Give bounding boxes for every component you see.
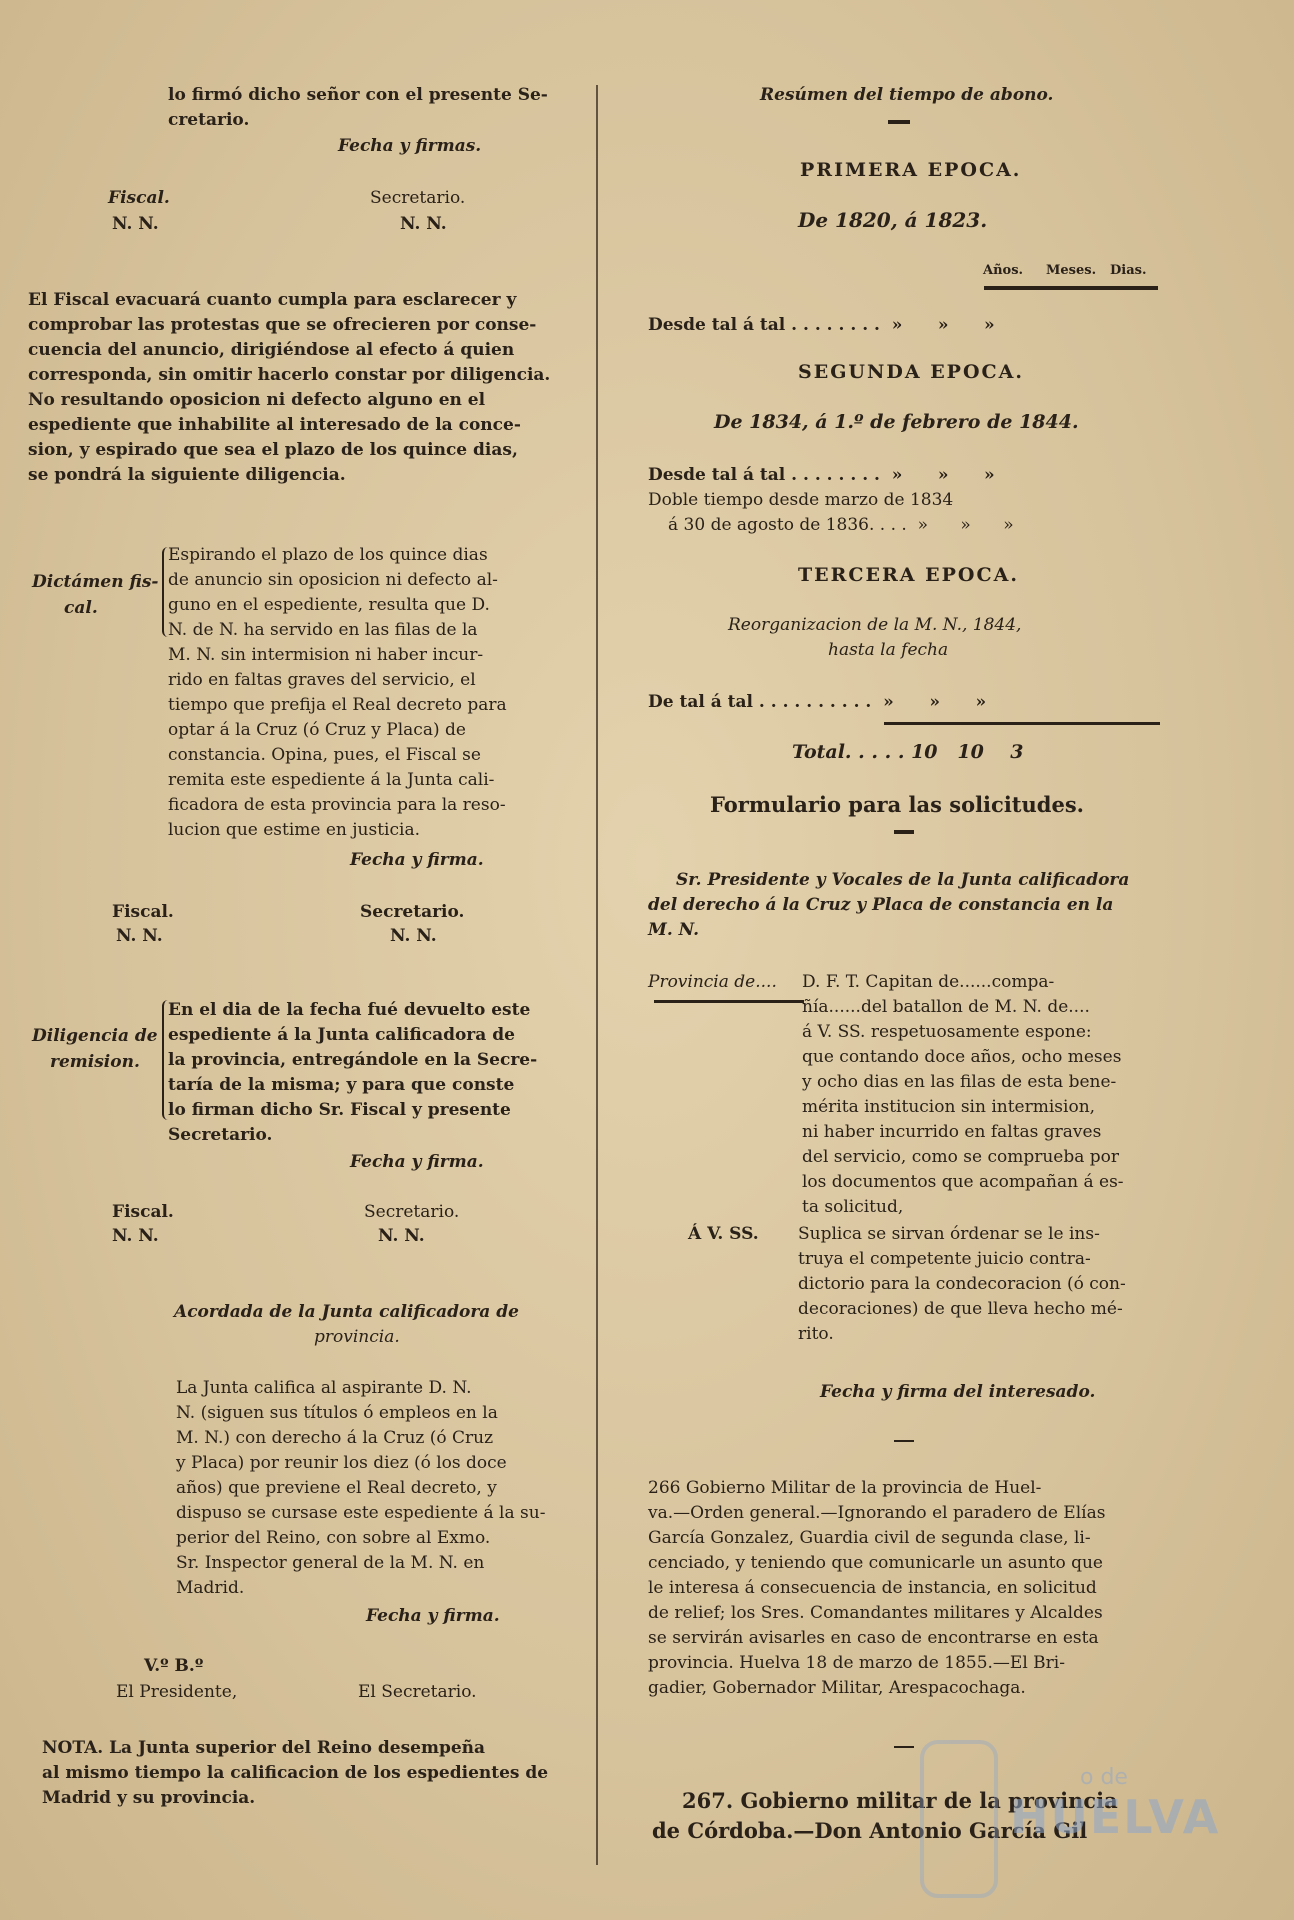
signature-name: N. N. [400,214,447,234]
epoca-heading: PRIMERA EPOCA. [800,159,1022,181]
acordada-heading: Acordada de la Junta calificadora de [174,1302,519,1322]
provincia-label: Provincia de.... [648,972,777,992]
suplica-text [798,1222,1164,1347]
fecha-firma-interesado: Fecha y firma del interesado. [820,1382,1096,1402]
text-line: provincia. Huelva 18 de marzo de 1855.—El Bri- [648,1653,1065,1673]
signature-label: Fiscal. [112,1202,174,1222]
address-line: M. N. [648,920,700,940]
signature-label: Secretario. [370,188,466,208]
epoca-range: De 1820, á 1823. [798,208,988,232]
epoca-range: Reorganizacion de la M. N., 1844, [728,615,1022,635]
text-line: Madrid y su provincia. [42,1788,256,1808]
column-divider [596,85,598,1865]
epoca-range: hasta la fecha [828,640,949,660]
text-line: dispuso se cursase este espediente á la su- [176,1503,546,1523]
text-line: ñía......del batallon de M. N. de.... [802,997,1090,1017]
text-line: M. N.) con derecho á la Cruz (ó Cruz [176,1428,494,1448]
watermark-logo: HUELVA [1010,1790,1221,1844]
text-line: sion, y espirado que sea el plazo de los quince dias, [28,440,518,460]
margin-label: Dictámen fis- [32,572,159,592]
text-line: guno en el espediente, resulta que D. [168,595,490,615]
fecha-firma: Fecha y firma. [366,1606,500,1626]
signature-label: Secretario. [364,1202,460,1222]
text-line: al mismo tiempo la calificacion de los espedientes de [42,1763,549,1783]
avss-label: Á V. SS. [688,1224,759,1244]
text-line: lo firmó dicho señor con el presente Se- [168,85,548,105]
text-line: rito. [798,1324,834,1344]
text-line: los documentos que acompañan á es- [802,1172,1124,1192]
text-line: mérita institucion sin intermision, [802,1097,1096,1117]
text-line: N. de N. ha servido en las filas de la [168,620,478,640]
text-line: de relief; los Sres. Comandantes militares y Alcaldes [648,1603,1103,1623]
signature-name: N. N. [112,214,159,234]
text-line: ficadora de esta provincia para la reso- [168,795,506,815]
signature-name: N. N. [378,1226,425,1246]
acordada-heading: provincia. [314,1327,400,1347]
signature-label: Fiscal. [108,188,170,208]
text-line: rido en faltas graves del servicio, el [168,670,476,690]
formulario-heading: Formulario para las solicitudes. [710,792,1084,817]
junta-text [176,1376,546,1601]
text-line: constancia. Opina, pues, el Fiscal se [168,745,481,765]
time-row: Doble tiempo desde marzo de 1834 [648,490,954,510]
watermark-subtext: o de [1080,1765,1128,1790]
col-header-anos: Años. [983,263,1024,278]
epoca-heading: SEGUNDA EPOCA. [798,361,1024,383]
epoca-heading: TERCERA EPOCA. [798,564,1019,586]
text-line: ta solicitud, [802,1197,904,1217]
short-rule [888,120,910,124]
signature-name: N. N. [390,926,437,946]
notice-267-line: de Córdoba.—Don Antonio García Gil [652,1818,1088,1843]
text-line: de anuncio sin oposicion ni defecto al- [168,570,498,590]
text-line: lucion que estime en justicia. [168,820,420,840]
text-line: comprobar las protestas que se ofrecieren por conse- [28,315,537,335]
thick-rule [984,286,1158,290]
text-line: se servirán avisarles en caso de encontrarse en esta [648,1628,1099,1648]
text-line: No resultando oposicion ni defecto alguno en el [28,390,486,410]
text-line: El Fiscal evacuará cuanto cumpla para esclarecer y [28,290,517,310]
text-line: Secretario. [168,1125,273,1145]
text-line: decoraciones) de que lleva hecho mé- [798,1299,1123,1319]
text-line: años) que previene el Real decreto, y [176,1478,497,1498]
text-line: del servicio, como se comprueba por [802,1147,1119,1167]
text-line: remita este espediente á la Junta cali- [168,770,495,790]
text-line: truya el competente juicio contra- [798,1249,1091,1269]
text-line: lo firman dicho Sr. Fiscal y presente [168,1100,511,1120]
text-line: le interesa á consecuencia de instancia, en solicitud [648,1578,1097,1598]
presidente-label: El Presidente, [116,1682,238,1702]
text-line: D. F. T. Capitan de......compa- [802,972,1055,992]
notice-266 [648,1476,1164,1701]
text-line: N. (siguen sus títulos ó empleos en la [176,1403,498,1423]
signature-name: N. N. [116,926,163,946]
text-line: taría de la misma; y para que conste [168,1075,515,1095]
text-line: M. N. sin intermision ni haber incur- [168,645,484,665]
total-rule [884,722,1160,725]
text-line: espediente que inhabilite al interesado de la conce- [28,415,521,435]
nota-paragraph [42,1736,562,1811]
address-line: Sr. Presidente y Vocales de la Junta calificadora [676,870,1130,890]
short-rule [894,1746,914,1748]
text-line: la provincia, entregándole en la Secre- [168,1050,538,1070]
text-line: Suplica se sirvan órdenar se le ins- [798,1224,1100,1244]
text-line: va.—Orden general.—Ignorando el paradero de Elías [648,1503,1106,1523]
text-line: que contando doce años, ocho meses [802,1047,1122,1067]
visto-bueno: V.º B.º [144,1656,204,1676]
watermark-seal-icon [920,1740,998,1898]
text-line: Madrid. [176,1578,245,1598]
time-row: Desde tal á tal . . . . . . . . » » » [648,465,995,485]
epoca-range: De 1834, á 1.º de febrero de 1844. [714,411,1079,433]
text-line: Sr. Inspector general de la M. N. en [176,1553,485,1573]
col-header-meses: Meses. [1046,263,1097,278]
signature-label: Fiscal. [112,902,174,922]
time-row: á 30 de agosto de 1836. . . . » » » [668,515,1014,535]
text-line: á V. SS. respetuosamente espone: [802,1022,1092,1042]
time-row: De tal á tal . . . . . . . . . . » » » [648,692,987,712]
address-line: del derecho á la Cruz y Placa de constancia en la [648,895,1114,915]
text-line: cuencia del anuncio, dirigiéndose al efecto á quien [28,340,515,360]
text-line: tiempo que prefija el Real decreto para [168,695,507,715]
margin-label: cal. [64,598,98,618]
fecha-firma: Fecha y firma. [350,850,484,870]
text-line: y ocho dias en las filas de esta bene- [802,1072,1117,1092]
text-line: optar á la Cruz (ó Cruz y Placa) de [168,720,466,740]
text-line: 266 Gobierno Militar de la provincia de Huel- [648,1478,1042,1498]
col-header-dias: Dias. [1110,263,1147,278]
margin-label: Diligencia de [32,1026,158,1046]
notice-267-line: 267. Gobierno militar de la provincia [682,1788,1118,1813]
text-line: La Junta califica al aspirante D. N. [176,1378,472,1398]
text-line: dictorio para la condecoracion (ó con- [798,1274,1126,1294]
signature-label: Secretario. [360,902,465,922]
text-line: Espirando el plazo de los quince dias [168,545,488,565]
resumen-heading: Resúmen del tiempo de abono. [760,85,1054,105]
text-line: espediente á la Junta calificadora de [168,1025,515,1045]
dictamen-text [168,543,550,843]
signature-name: N. N. [112,1226,159,1246]
text-line: En el dia de la fecha fué devuelto este [168,1000,531,1020]
fecha-firma: Fecha y firma. [350,1152,484,1172]
text-line: se pondrá la siguiente diligencia. [28,465,346,485]
text-line: NOTA. La Junta superior del Reino desempeña [42,1738,486,1758]
paragraph-fiscal [28,288,551,488]
expone-text [802,970,1164,1220]
total-row: Total. . . . . 10 10 3 [792,741,1024,763]
margin-label: remision. [50,1052,140,1072]
thick-rule [654,1000,804,1003]
text-line: cenciado, y teniendo que comunicarle un asunto que [648,1553,1103,1573]
text-line: García Gonzalez, Guardia civil de segunda clase, li- [648,1528,1091,1548]
text-line: ni haber incurrido en faltas graves [802,1122,1102,1142]
short-rule [894,1440,914,1442]
short-rule [894,830,914,834]
text-line: corresponda, sin omitir hacerlo constar por diligencia. [28,365,551,385]
text-line: cretario. [168,110,250,130]
time-row: Desde tal á tal . . . . . . . . » » » [648,315,995,335]
diligencia-text [168,998,550,1148]
secretario-label: El Secretario. [358,1682,477,1702]
text-line: perior del Reino, con sobre al Exmo. [176,1528,491,1548]
text-line: gadier, Gobernador Militar, Arespacochaga. [648,1678,1026,1698]
fecha-firmas: Fecha y firmas. [338,136,482,156]
text-line: y Placa) por reunir los diez (ó los doce [176,1453,507,1473]
